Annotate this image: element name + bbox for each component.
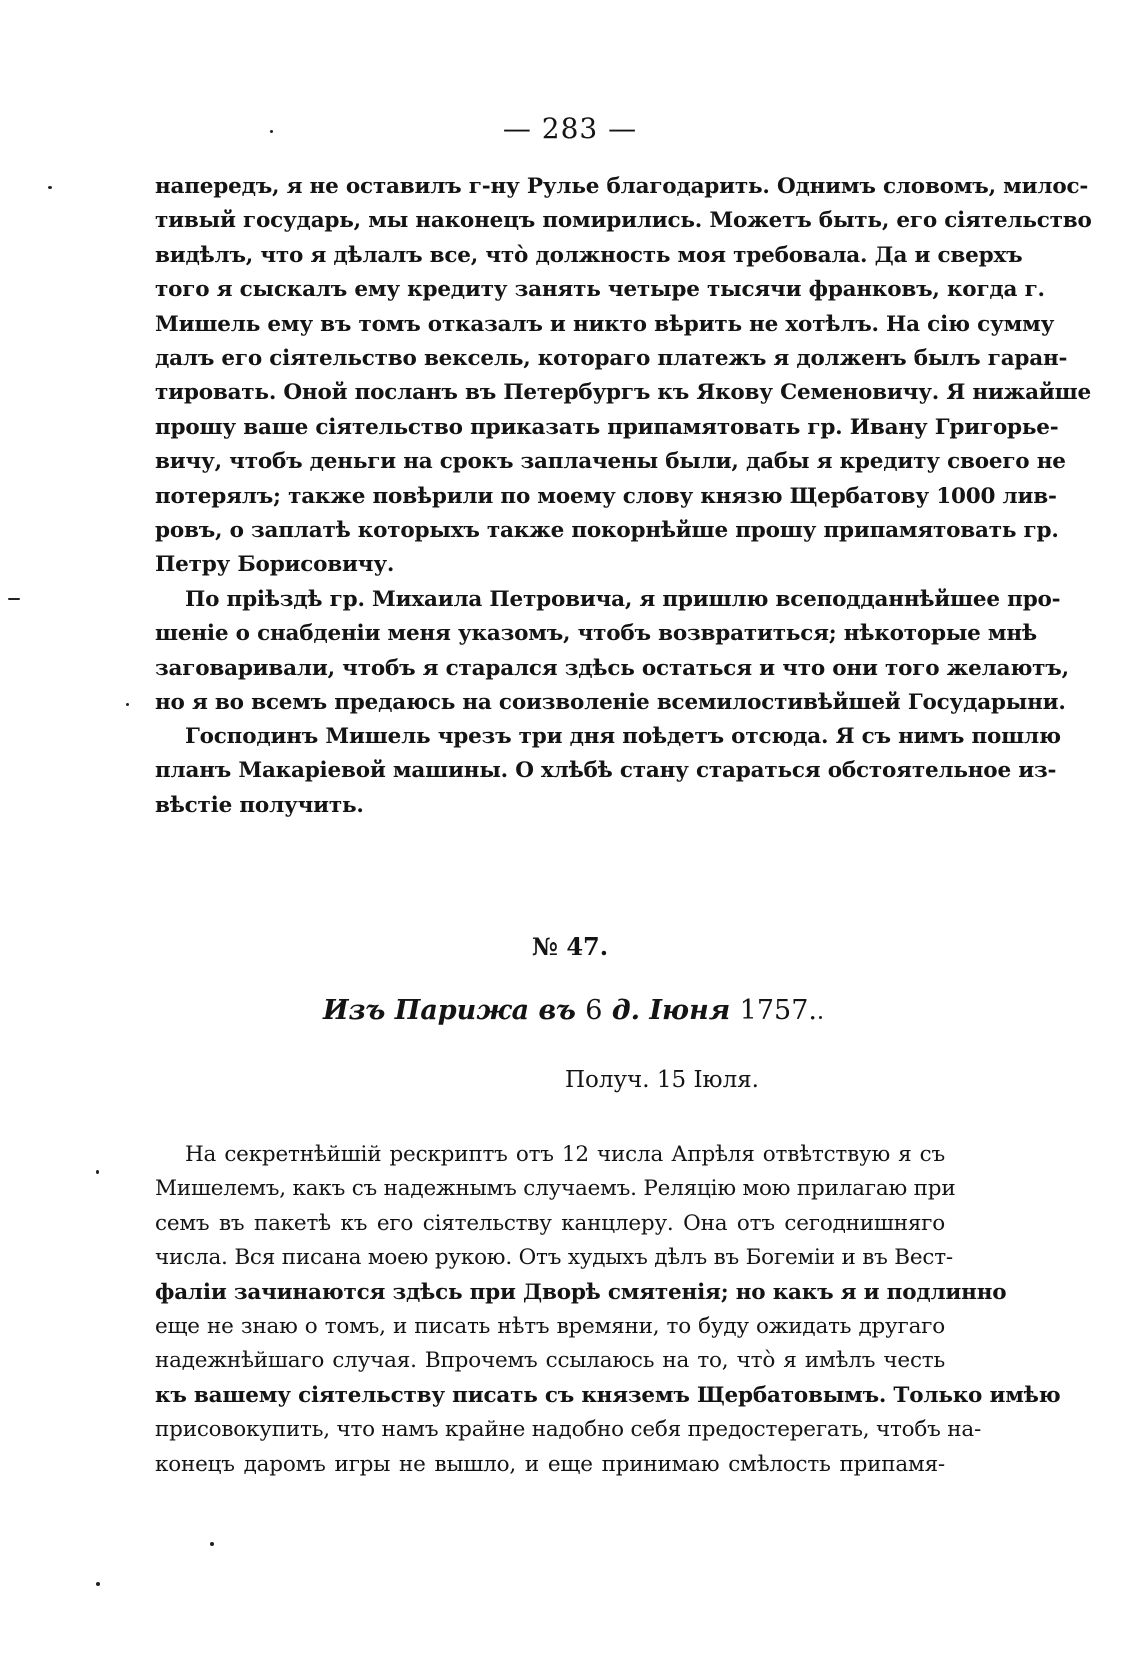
scan-speck [210,1542,214,1546]
text-line: вичу, чтобъ деньги на срокъ заплачены были, дабы я кредиту своего не [155,449,1066,475]
scan-speck [270,130,273,133]
scan-speck [819,1016,822,1019]
scan-speck [48,186,52,189]
text-line: заговаривали, чтобъ я старался здѣсь остаться и что они того желаютъ, [155,655,1069,681]
received-note: Получ. 15 Іюля. [565,1067,759,1093]
text-line: На секретнѣйшій рескриптъ отъ 12 числа Апрѣля отвѣтствую я съ [185,1142,945,1167]
text-line: тировать. Оной посланъ въ Петербургъ къ Якову Семеновичу. Я нижайше [155,380,1092,406]
text-line: фаліи зачинаются здѣсь при Дворѣ смятенія; но какъ я и подлинно [155,1279,1007,1305]
text-line: присовокупить, что намъ крайне надобно себя предостерегать, чтобъ на- [155,1417,982,1443]
letter-1-paragraph-3 [155,720,1061,823]
text-line: числа. Вся писана моею рукою. Отъ худыхъ дѣлъ въ Богеміи и въ Вест- [155,1245,953,1271]
scan-speck [96,1582,100,1586]
text-line: По пріѣздѣ гр. Михаила Петровича, я пришлю всеподданнѣйшее про- [185,587,1061,612]
text-line: къ вашему сіятельству писать съ княземъ Щербатовымъ. Только имѣю [155,1382,1061,1408]
text-line: надежнѣйшаго случая. Впрочемъ ссылаюсь на то, что̀ я имѣлъ честь [155,1348,945,1374]
letter-1-paragraph-2 [155,583,1069,721]
letter-2-body [155,1138,1061,1482]
text-line: тивый государь, мы наконецъ помирились. Можетъ быть, его сіятельство [155,208,1092,234]
text-line: видѣлъ, что я дѣлалъ все, что̀ должность моя требовала. Да и сверхъ [155,242,1023,268]
heading-place: Изъ Парижа въ [323,995,576,1026]
text-line: конецъ даромъ игры не вышло, и еще принимаю смѣлость припамя- [155,1451,945,1477]
text-line: того я сыскалъ ему кредиту занять четыре тысячи франковъ, когда г. [155,277,1045,303]
text-line: вѣстіе получить. [155,792,364,818]
text-line: Петру Борисовичу. [155,552,395,578]
text-line: далъ его сіятельство вексель, котораго платежъ я долженъ былъ гаран- [155,345,1068,371]
text-line: Господинъ Мишель чрезъ три дня поѣдетъ отсюда. Я съ нимъ пошлю [185,724,1061,749]
text-line: Мишелемъ, какъ съ надежнымъ случаемъ. Реляцію мою прилагаю при [155,1176,956,1202]
text-line: еще не знаю о томъ, и писать нѣтъ времяни, то буду ожидать другаго [155,1313,945,1339]
page-number: — 283 — [502,112,638,145]
text-line: напередъ, я не оставилъ г-ну Рулье благодарить. Однимъ словомъ, милос- [155,174,1089,199]
text-line: шеніе о снабденіи меня указомъ, чтобъ возвратиться; нѣкоторые мнѣ [155,621,1037,647]
heading-year: 1757. [739,995,817,1026]
text-line: потерялъ; также повѣрили по моему слову князю Щербатову 1000 лив- [155,483,1057,509]
scan-speck [126,703,129,706]
document-number: № 47. [531,932,609,961]
text-line: семъ въ пакетѣ къ его сіятельству канцлеру. Она отъ сегоднишняго [155,1210,945,1236]
text-line: но я во всемъ предаюсь на соизволеніе всемилостивѣйшей Государыни. [155,690,1066,716]
letter-2-heading [0,995,1140,1026]
text-line: Мишель ему въ томъ отказалъ и никто вѣрить не хотѣлъ. На сію сумму [155,311,1055,337]
text-line: планъ Макаріевой машины. О хлѣбѣ стану стараться обстоятельное из- [155,758,1057,784]
scan-speck [8,598,20,600]
letter-1-paragraph-1 [155,170,1092,583]
heading-day: 6 [585,995,603,1026]
text-line: ровъ, о заплатѣ которыхъ также покорнѣйше прошу припамятовать гр. [155,517,1059,543]
scan-speck [96,1170,99,1174]
text-line: прошу ваше сіятельство приказать припамятовать гр. Ивану Григорье- [155,414,1059,440]
heading-month: д. Іюня [611,995,731,1026]
